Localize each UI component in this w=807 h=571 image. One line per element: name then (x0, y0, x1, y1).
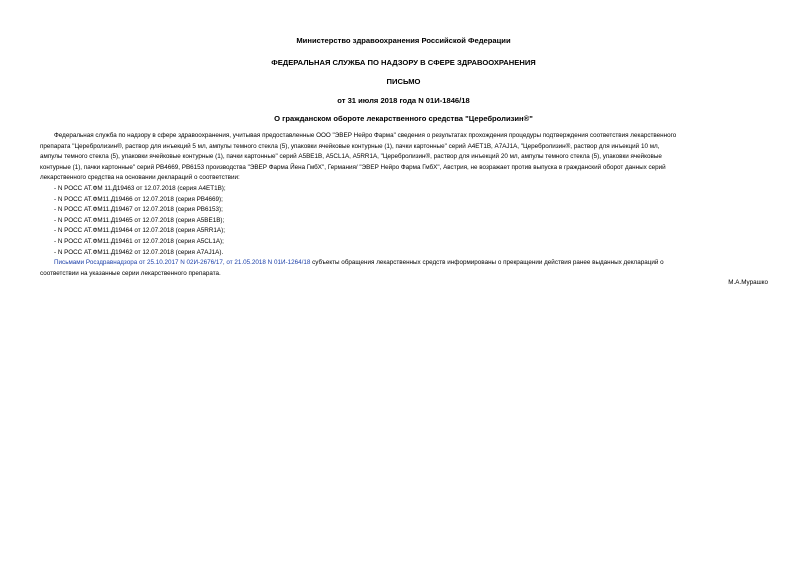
service-heading: ФЕДЕРАЛЬНАЯ СЛУЖБА ПО НАДЗОРУ В СФЕРЕ ЗДРАВООХРАНЕНИЯ (271, 58, 536, 67)
letters-reference-link[interactable]: Письмами Росздравнадзора от 25.10.2017 N 02И-2676/17, от 21.05.2018 N 01И-1264/18 (54, 259, 311, 267)
declaration-item: - N РОСС AT.ФМ11.Д19466 от 12.07.2018 (серия РВ4669); (54, 195, 223, 203)
subject-heading: О гражданском обороте лекарственного средства "Церебролизин®" (274, 114, 533, 123)
intro-line: лекарственного средства на основании деклараций о соответствии: (40, 174, 240, 182)
intro-line: Федеральная служба по надзору в сфере здравоохранения, учитывая предоставленные ООО "ЭВЕР Нейро Фарма" сведения о результатах прохождения процедуры подтверждения соответствия лекарственного (54, 132, 677, 139)
declaration-item: - N РОСС AT.ФМ11.Д19467 от 12.07.2018 (серия РВ6153); (54, 206, 223, 214)
signature: М.А.Мурашко (728, 279, 768, 286)
intro-line: препарата "Церебролизин®, раствор для инъекций 5 мл, ампулы темного стекла (5), упаковки ячейковые контурные (1), пачки картонные" серий А4ЕТ1В, А7AJ1А, "Церебролизин®, раствор для инъекций 10 мл, (40, 142, 660, 150)
closing-text: субъекты обращения лекарственных средств информированы о прекращении действия ранее выданных деклараций о (310, 259, 664, 267)
declaration-item: - N РОСС AT.ФМ11.Д19465 от 12.07.2018 (серия А5ВЕ1В); (54, 216, 225, 224)
closing-line (40, 258, 770, 269)
declaration-item: - N РОСС AT.ФМ11.Д19462 от 12.07.2018 (серия А7AJ1А). (54, 248, 224, 256)
declaration-item: - N РОСС AT.ФМ11.Д19461 от 12.07.2018 (серия А5CL1А); (54, 237, 224, 245)
date-number-heading: от 31 июля 2018 года N 01И-1846/18 (337, 96, 470, 105)
doc-type-heading: ПИСЬМО (386, 77, 421, 86)
closing-line-2: соответствии на указанные серии лекарственного препарата. (40, 269, 221, 277)
declaration-item: - N РОСС AT.ФМ 11.Д19463 от 12.07.2018 (серия А4ЕТ1В); (54, 184, 226, 192)
letter-body (40, 131, 770, 279)
ministry-heading: Министерство здравоохранения Российской Федерации (296, 36, 511, 45)
intro-line: контурные (1), пачки картонные" серий РВ4669, РВ6153 производства "ЭВЕР Фарма Йена ГмбХ", Германия/ "ЭВЕР Нейро Фарма ГмбХ", Австрия, не возражает против выпуска в гражданский оборот данных серий (40, 163, 666, 171)
declaration-item: - N РОСС AT.ФМ11.Д19464 от 12.07.2018 (серия А5RR1А); (54, 227, 225, 235)
intro-line: ампулы темного стекла (5), упаковки ячейковые контурные (1), пачки картонные" серий А5ВЕ1В, А5CL1А, А5RR1А, "Церебролизин®, раствор для инъекций 20 мл, ампулы темного стекла (5), упаковки ячейковые (40, 153, 662, 161)
